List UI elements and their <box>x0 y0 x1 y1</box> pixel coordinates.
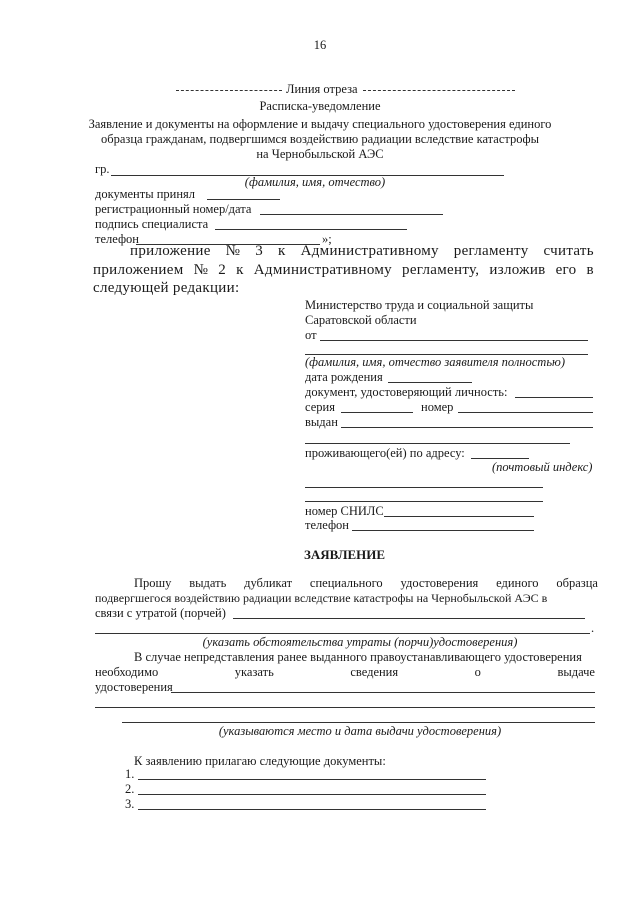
cut-line-right <box>363 90 515 91</box>
issue-details-field-3[interactable] <box>122 722 595 723</box>
word: удостоверения <box>400 576 479 590</box>
word: выдаче <box>557 665 595 679</box>
statement-p1-line2: подвергшегося воздействию радиации вследствие катастрофы на Чернобыльской АЭС в <box>95 591 548 605</box>
receipt-desc-line3: на Чернобыльской АЭС <box>256 147 384 161</box>
word: специального <box>309 576 383 590</box>
snils-field[interactable] <box>384 516 534 517</box>
ministry-line1: Министерство труда и социальной защиты <box>305 298 534 312</box>
attachments-intro: К заявлению прилагаю следующие документы: <box>134 754 386 768</box>
word: образца <box>556 576 598 590</box>
birth-date-label: дата рождения <box>305 370 383 384</box>
id-document-field[interactable] <box>515 397 593 398</box>
issued-field-2[interactable] <box>305 443 570 444</box>
number-label: номер <box>421 400 454 414</box>
statement-p2-line2 <box>95 665 595 680</box>
word: о <box>474 665 481 679</box>
attachment-item-1-num: 1. <box>125 767 135 781</box>
word: регламенту <box>453 243 529 259</box>
statement-p2-line1: В случае непредставления ранее выданного правоустанавливающего удостоверения <box>134 650 582 664</box>
word: в <box>586 262 594 278</box>
word: 2 <box>218 262 227 278</box>
loss-caption: (указать обстоятельства утраты (порчи)удостоверения) <box>202 635 518 649</box>
word: 3 <box>255 243 264 259</box>
word: дубликат <box>244 576 293 590</box>
statement-p1-line1 <box>134 576 598 591</box>
word: к <box>236 262 244 278</box>
word: Административному <box>300 243 439 259</box>
id-document-label: документ, удостоверяющий личность: <box>305 385 508 399</box>
cut-line-label: Линия отреза <box>286 82 358 96</box>
word: единого <box>496 576 539 590</box>
word: № <box>193 262 209 278</box>
docs-received-field[interactable] <box>207 199 280 200</box>
series-label: серия <box>305 400 335 414</box>
loss-circumstances-field[interactable] <box>233 618 585 619</box>
word: необходимо <box>95 665 159 679</box>
birth-date-field[interactable] <box>388 382 472 383</box>
postcode-field[interactable] <box>471 458 529 459</box>
period-mark: . <box>591 621 595 635</box>
applicant-caption: (фамилия, имя, отчество заявителя полностью) <box>305 355 565 369</box>
number-field[interactable] <box>458 412 593 413</box>
loss-circumstances-field-2[interactable] <box>95 633 590 634</box>
word: выдать <box>189 576 227 590</box>
word: приложением <box>93 262 184 278</box>
reg-number-field[interactable] <box>260 214 443 215</box>
reg-number-label: регистрационный номер/дата <box>95 202 252 216</box>
series-field[interactable] <box>341 412 413 413</box>
word: № <box>225 243 241 259</box>
issue-details-field-2[interactable] <box>95 707 595 708</box>
signature-field[interactable] <box>215 229 407 230</box>
addressee-phone-label: телефон <box>305 518 349 532</box>
attachment-item-2-field[interactable] <box>138 794 486 795</box>
statement-heading: ЗАЯВЛЕНИЕ <box>304 547 386 562</box>
receipt-desc-line2: образца гражданам, подвергшимся воздействию радиации вследствие катастрофы <box>100 132 539 146</box>
attachment-item-3-num: 3. <box>125 797 135 811</box>
issued-field[interactable] <box>341 427 593 428</box>
word: приложение <box>130 243 211 259</box>
receipt-phone-label: телефон <box>95 232 139 246</box>
amendment-line2 <box>93 263 594 278</box>
issue-caption: (указываются место и дата выдачи удостоверения) <box>218 724 502 738</box>
ministry-line2: Саратовской области <box>305 313 417 327</box>
amendment-line3: следующей редакции: <box>93 280 240 296</box>
page-number: 16 <box>313 38 327 52</box>
receipt-desc-line1: Заявление и документы на оформление и выдачу специального удостоверения единого <box>88 117 552 131</box>
cut-line-left <box>176 90 282 91</box>
residing-label: проживающего(ей) по адресу: <box>305 446 465 460</box>
word: изложив <box>489 262 546 278</box>
issued-label: выдан <box>305 415 338 429</box>
word: Административному <box>253 262 392 278</box>
receipt-phone-end: »; <box>322 232 332 246</box>
issue-details-field[interactable] <box>171 692 595 693</box>
address-field-1[interactable] <box>305 487 543 488</box>
attachment-item-3-field[interactable] <box>138 809 486 810</box>
citizen-caption: (фамилия, имя, отчество) <box>244 175 386 189</box>
attachment-item-2-num: 2. <box>125 782 135 796</box>
statement-p2-line3: удостоверения <box>95 680 173 694</box>
addressee-phone-field[interactable] <box>352 530 534 531</box>
address-field-2[interactable] <box>305 501 543 502</box>
word: Прошу <box>134 576 172 590</box>
snils-label: номер СНИЛС <box>305 504 384 518</box>
postcode-caption: (почтовый индекс) <box>492 460 593 474</box>
statement-p1-line3: связи с утратой (порчей) <box>95 606 226 620</box>
applicant-name-field[interactable] <box>320 340 588 341</box>
word: указать <box>234 665 274 679</box>
word: считать <box>543 243 594 259</box>
from-label: от <box>305 328 317 342</box>
word: к <box>278 243 286 259</box>
receipt-title: Расписка-уведомление <box>259 99 381 113</box>
word: его <box>555 262 577 278</box>
docs-received-label: документы принял <box>95 187 196 201</box>
word: сведения <box>350 665 399 679</box>
word: регламенту, <box>402 262 480 278</box>
amendment-line1 <box>130 244 594 259</box>
signature-label: подпись специалиста <box>95 217 209 231</box>
citizen-label: гр. <box>95 162 110 176</box>
attachment-item-1-field[interactable] <box>138 779 486 780</box>
